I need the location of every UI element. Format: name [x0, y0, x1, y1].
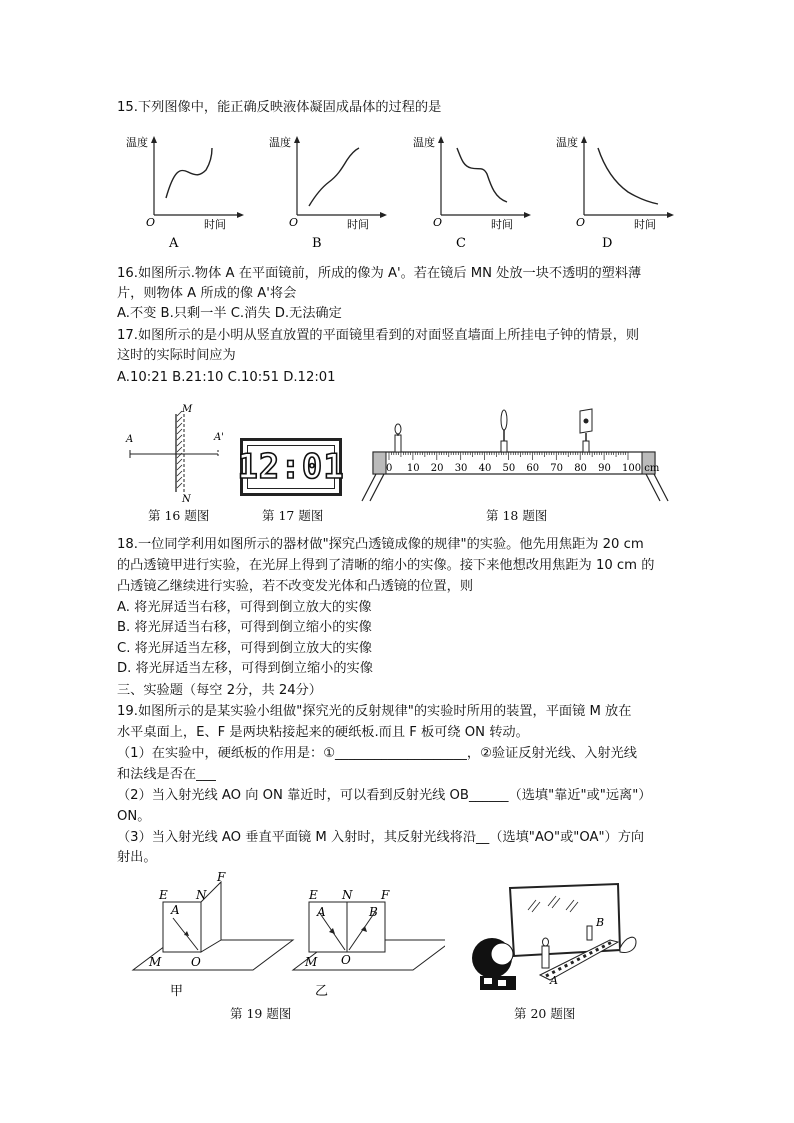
q18-option-c: C. 将光屏适当左移，可得到倒立放大的实像: [117, 641, 372, 656]
q19-part1a: （1）在实验中，硬纸板的作用是：①____________________，②验证反射光线、入射光线: [117, 746, 637, 761]
ruler-tick-label: 90: [598, 463, 611, 474]
fig16-n: N: [182, 494, 191, 505]
q15-graph-d: [556, 135, 674, 251]
svg-text:O: O: [341, 953, 351, 967]
q19-line1: 19.如图所示的是某实验小组做"探究光的反射规律"的实验时所用的装置，平面镜 M 放在: [117, 704, 632, 719]
fig20-caption: 第 20 题图: [514, 1006, 576, 1021]
fig19-yi-label: 乙: [315, 984, 329, 999]
fig18-screen: [580, 409, 592, 452]
q17-choices: A.10:21 B.21:10 C.10:51 D.12:01: [117, 370, 336, 385]
svg-text:A: A: [317, 905, 326, 919]
ruler-tick-label: 20: [430, 463, 444, 474]
ruler-tick-label: 100 cm: [622, 463, 660, 474]
svg-text:A: A: [171, 903, 180, 917]
svg-text:时间: 时间: [347, 218, 369, 231]
q15-b-label: B: [312, 236, 322, 251]
q19-part3b: 射出。: [117, 850, 157, 865]
fig19-jia: [133, 872, 293, 999]
ruler-tick-label: 80: [574, 463, 587, 474]
svg-text:温度: 温度: [413, 136, 435, 149]
svg-text:O: O: [289, 216, 299, 229]
q19-part3a: （3）当入射光线 AO 垂直平面镜 M 入射时，其反射光线将沿__（选填"AO"或"OA"）方向: [117, 830, 645, 845]
fig19-jia-label: 甲: [170, 984, 184, 999]
ruler-tick-label: 30: [454, 463, 468, 474]
q18-line3: 凸透镜乙继续进行实验，若不改变发光体和凸透镜的位置，则: [117, 579, 474, 594]
fig17-clock-digits: 12:01: [237, 447, 345, 487]
svg-text:O: O: [191, 955, 201, 969]
svg-text:N: N: [342, 888, 353, 902]
q18-option-d: D. 将光屏适当左移，可得到倒立缩小的实像: [117, 661, 373, 676]
q19-line2: 水平桌面上，E、F 是两块粘接起来的硬纸板.而且 F 板可绕 ON 转动。: [117, 725, 529, 740]
fig20-scene: [470, 880, 650, 998]
fig17-clock: [237, 438, 345, 496]
ruler-tick-label: 10: [406, 463, 420, 474]
fig18-caption: 第 18 题图: [486, 508, 548, 523]
ruler-tick-label: 0: [386, 463, 393, 474]
fig16-a: A: [126, 434, 134, 445]
svg-text:A: A: [550, 974, 558, 987]
q19-part1b: 和法线是否在___: [117, 767, 216, 782]
q15-a-label: A: [169, 236, 179, 251]
svg-text:时间: 时间: [491, 218, 513, 231]
svg-text:M: M: [149, 955, 162, 969]
q17-line1: 17.如图所示的是小明从竖直放置的平面镜里看到的对面竖直墙面上所挂电子钟的情景，则: [117, 328, 640, 343]
svg-text:F: F: [381, 888, 390, 902]
q16-choices: A.不变 B.只剩一半 C.消失 D.无法确定: [117, 306, 342, 321]
fig19-yi: [293, 888, 445, 999]
fig16-caption: 第 16 题图: [148, 508, 210, 523]
q18-option-b: B. 将光屏适当右移，可得到倒立缩小的实像: [117, 620, 372, 635]
fig20-person: [472, 938, 516, 990]
svg-text:温度: 温度: [269, 136, 291, 149]
ruler-tick-label: 60: [526, 463, 540, 474]
q15-d-label: D: [602, 236, 613, 251]
q15-graph-b: [269, 135, 387, 251]
svg-text:B: B: [596, 916, 605, 929]
fig18-bench: [358, 405, 673, 505]
fig18-candle: [395, 424, 401, 452]
svg-text:E: E: [309, 888, 318, 902]
q18-line1: 18.一位同学利用如图所示的器材做"探究凸透镜成像的规律"的实验。他先用焦距为 20 cm: [117, 537, 644, 552]
fig18-lens: [501, 410, 507, 452]
q18-line2: 的凸透镜甲进行实验，在光屏上得到了清晰的缩小的实像。接下来他想改用焦距为 10 cm 的: [117, 558, 655, 573]
section-3-heading: 三、实验题（每空 2分，共 24分）: [117, 683, 322, 698]
fig17-caption: 第 17 题图: [262, 508, 324, 523]
q15-graph-c: [413, 135, 531, 251]
q15-a-o: O: [146, 216, 156, 229]
svg-text:时间: 时间: [634, 218, 656, 231]
q15-graph-a: [126, 135, 244, 251]
q15-c-label: C: [456, 236, 466, 251]
ruler-tick-label: 40: [478, 463, 492, 474]
svg-text:N: N: [196, 888, 207, 902]
q15-a-y: 温度: [126, 136, 148, 149]
q19-part2b: ON。: [117, 809, 151, 824]
fig19-caption: 第 19 题图: [230, 1006, 292, 1021]
q17-line2: 这时的实际时间应为: [117, 348, 236, 363]
q15-a-x: 时间: [204, 218, 226, 231]
svg-text:温度: 温度: [556, 136, 578, 149]
fig16-a-prime: A': [214, 432, 224, 443]
q16-line2: 片，则物体 A 所成的像 A'将会: [117, 286, 297, 301]
svg-text:M: M: [305, 955, 318, 969]
ruler-tick-label: 50: [502, 463, 516, 474]
q15-graphs: [117, 130, 677, 255]
fig16-m: M: [182, 404, 193, 415]
q18-option-a: A. 将光屏适当右移，可得到倒立放大的实像: [117, 600, 372, 615]
svg-text:F: F: [217, 872, 226, 884]
q15-stem: 15.下列图像中，能正确反映液体凝固成晶体的过程的是: [117, 100, 442, 115]
svg-text:E: E: [159, 888, 168, 902]
svg-text:O: O: [433, 216, 443, 229]
svg-text:B: B: [369, 905, 378, 919]
q16-line1: 16.如图所示.物体 A 在平面镜前，所成的像为 A'。若在镜后 MN 处放一块不透明的塑料薄: [117, 266, 642, 281]
q19-part2a: （2）当入射光线 AO 向 ON 靠近时，可以看到反射光线 OB______（选填"靠近"或"远离"）: [117, 788, 652, 803]
ruler-tick-label: 70: [550, 463, 564, 474]
fig19-apparatus: [125, 872, 445, 1002]
fig16-mirror: [120, 400, 235, 505]
svg-text:O: O: [576, 216, 586, 229]
